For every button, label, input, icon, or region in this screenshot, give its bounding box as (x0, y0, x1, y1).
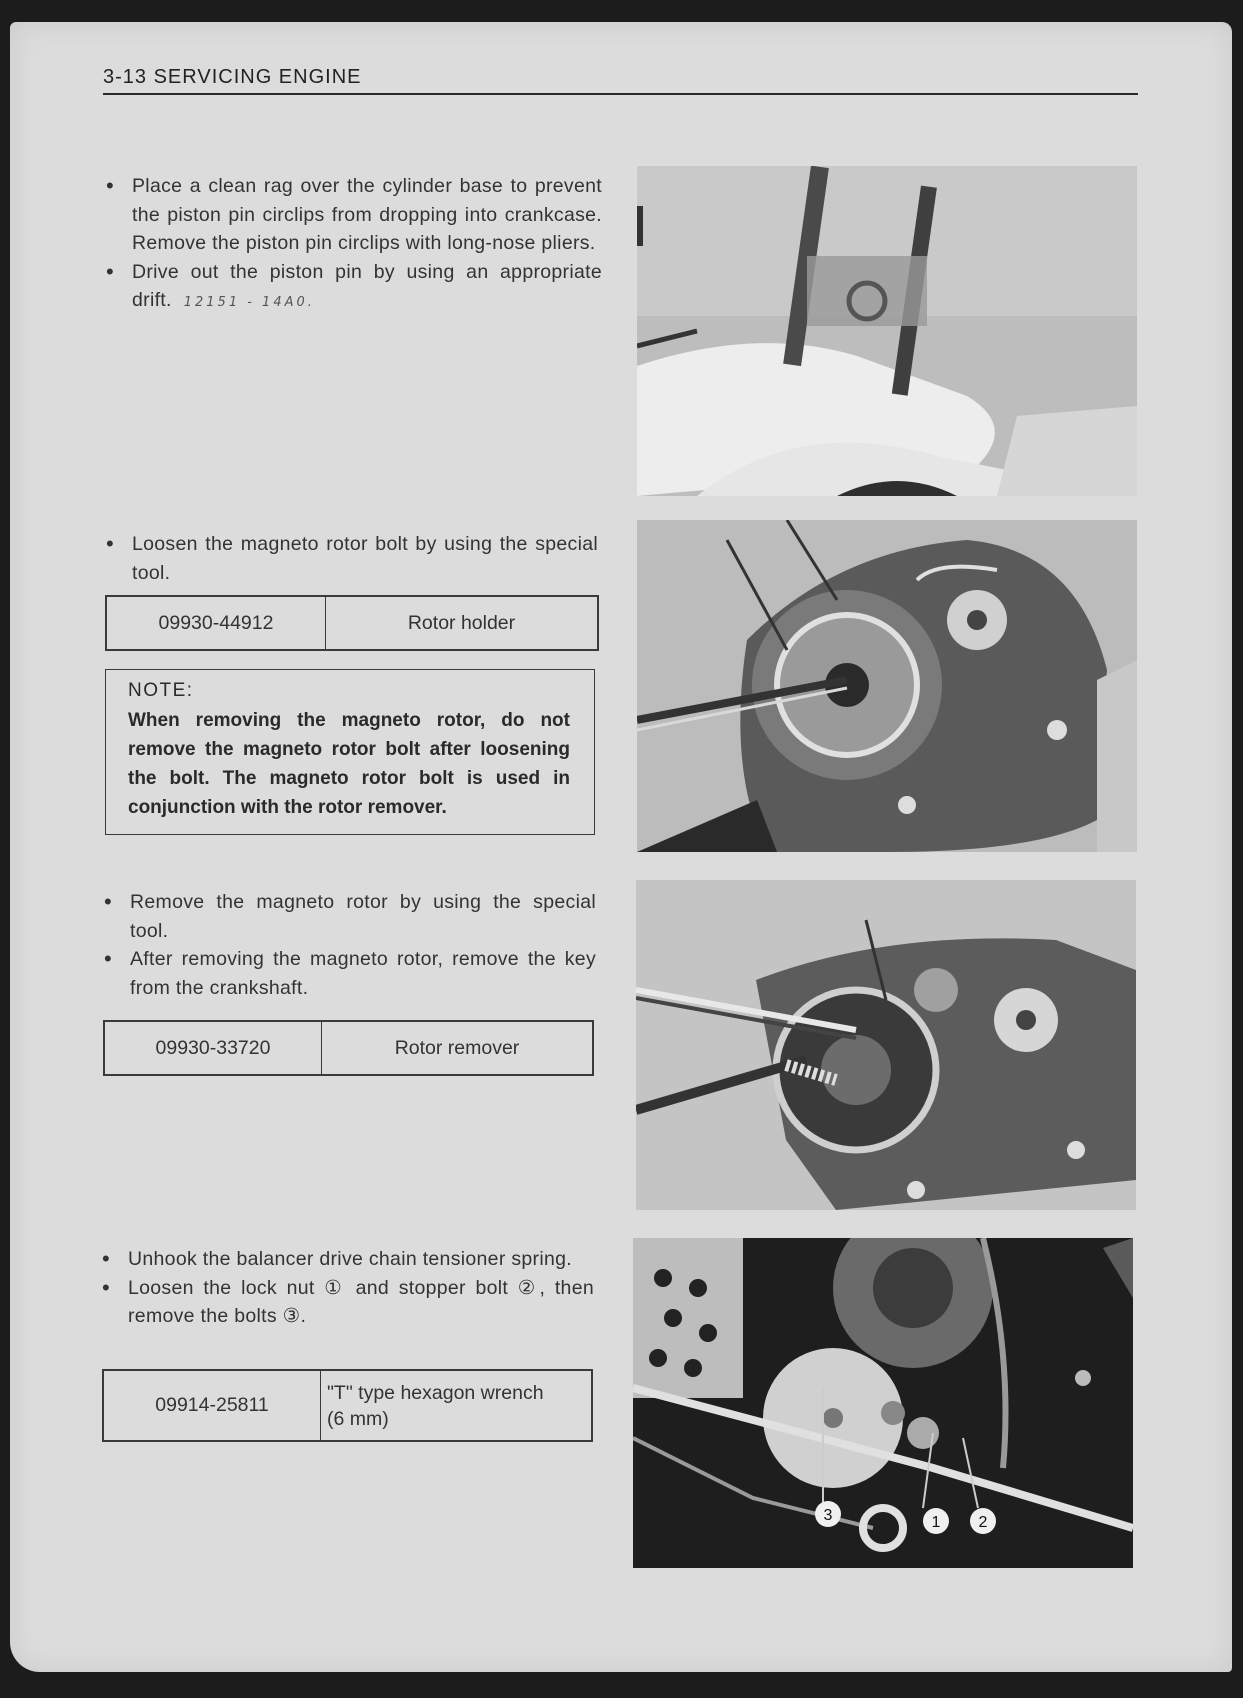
list-item (104, 258, 602, 318)
list-item (100, 1274, 594, 1331)
photo-piston-pin-removal (637, 166, 1137, 496)
photo-rotor-holder (637, 520, 1137, 852)
note-box (105, 669, 595, 835)
tool-part-number: 09930-44912 (106, 596, 326, 650)
special-tool-table (102, 1369, 593, 1442)
instruction-text: Remove the magneto rotor by using the special tool. (130, 891, 596, 942)
note-title: NOTE: (128, 680, 194, 701)
table-row (104, 1021, 593, 1075)
special-tool-table (103, 1020, 594, 1076)
instruction-text: Loosen the magneto rotor bolt by using the special tool. (132, 533, 598, 584)
instruction-text: Drive out the piston pin by using an appropriate drift. (132, 260, 602, 311)
piston-pin-instructions (104, 172, 602, 318)
list-item (100, 1245, 594, 1274)
tool-name: Rotor holder (326, 596, 599, 650)
instruction-text: Unhook the balancer drive chain tensioner spring. (128, 1248, 572, 1270)
instruction-text: Place a clean rag over the cylinder base to prevent the piston pin circlips from dropping into crankcase. Remove the piston pin circlips with long-nose pliers. (132, 175, 602, 254)
photo-balancer-chain (633, 1238, 1133, 1568)
list-item (102, 888, 596, 945)
list-item (104, 530, 598, 587)
tool-name (321, 1370, 593, 1441)
tool-name-line1: "T" type hexagon wrench (327, 1381, 544, 1404)
photo-rotor-remover (636, 880, 1136, 1210)
note-body: When removing the magneto rotor, do not remove the magneto rotor bolt after loosening the bolt. The magneto rotor bolt is used in conjunction with the rotor remover. (128, 710, 570, 818)
callout-3: 3 (823, 1507, 833, 1524)
table-row (103, 1370, 592, 1441)
rotor-bolt-instructions (104, 530, 598, 587)
callout-2: 2 (978, 1514, 988, 1531)
page-title: 3-13 SERVICING ENGINE (103, 66, 362, 88)
tool-part-number: 09930-33720 (104, 1021, 322, 1075)
tool-part-number: 09914-25811 (103, 1370, 321, 1441)
instruction-text: After removing the magneto rotor, remove the key from the crankshaft. (130, 948, 596, 999)
list-item (104, 172, 602, 258)
table-row (106, 596, 598, 650)
rotor-removal-instructions (102, 888, 596, 1002)
handwritten-annotation: 12151 - 14A0. (183, 295, 315, 310)
tool-name: Rotor remover (322, 1021, 594, 1075)
instruction-text: Loosen the lock nut ① and stopper bolt ②, then remove the bolts ③. (128, 1276, 594, 1327)
callout-1: 1 (931, 1514, 941, 1531)
list-item (102, 945, 596, 1002)
balancer-chain-instructions (100, 1245, 594, 1331)
page-header (103, 66, 1138, 95)
tool-name-line2: (6 mm) (327, 1407, 389, 1430)
special-tool-table (105, 595, 599, 651)
